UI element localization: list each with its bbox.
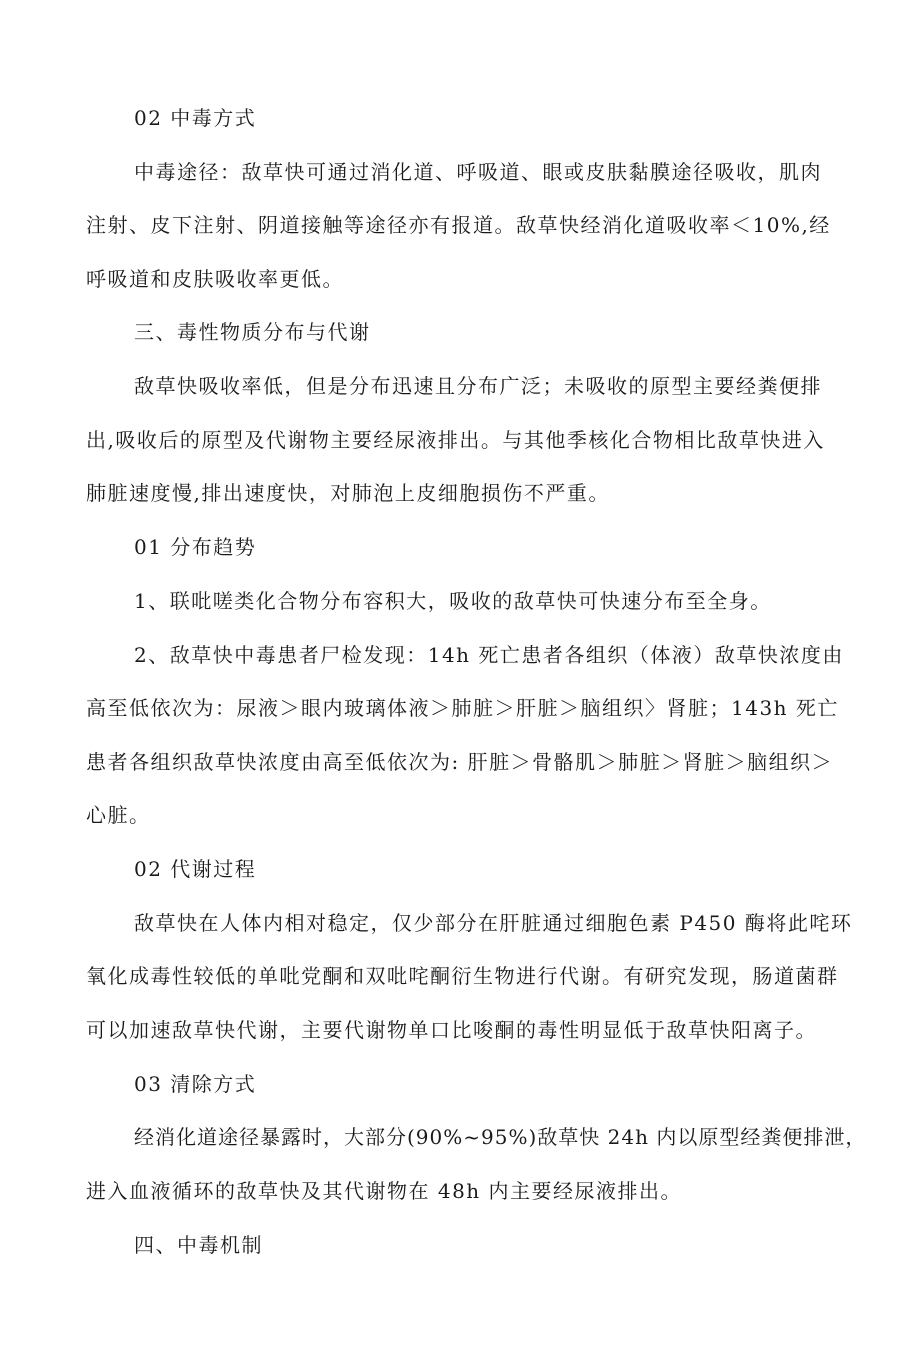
paragraph-line: 呼吸道和皮肤吸收率更低。 xyxy=(86,267,344,291)
subheading-poisoning-method: 02 中毒方式 xyxy=(134,106,257,130)
paragraph-line: 中毒途径：敌草快可通过消化道、呼吸道、眼或皮肤黏膜途径吸收，肌肉 xyxy=(134,160,822,184)
paragraph-line: 进入血液循环的敌草快及其代谢物在 48h 内主要经尿液排出。 xyxy=(86,1179,683,1203)
paragraph-line: 可以加速敌草快代谢，主要代谢物单口比唆酮的毒性明显低于敌草快阳离子。 xyxy=(86,1018,817,1042)
paragraph-line: 敌草快吸收率低，但是分布迅速且分布广泛；未吸收的原型主要经粪便排 xyxy=(134,374,822,398)
paragraph-line: 经消化道途径暴露时，大部分(90%~95%)敌草快 24h 内以原型经粪便排泄， xyxy=(134,1125,867,1149)
paragraph-line: 氧化成毒性较低的单吡党酮和双吡咤酮衍生物进行代谢。有研究发现，肠道菌群 xyxy=(86,964,839,988)
subheading-distribution-trend: 01 分布趋势 xyxy=(134,535,257,559)
subheading-clearance: 03 清除方式 xyxy=(134,1072,257,1096)
paragraph-line: 注射、皮下注射、阴道接触等途径亦有报道。敌草快经消化道吸收率＜10%,经 xyxy=(86,213,831,237)
paragraph-line: 肺脏速度慢,排出速度快，对肺泡上皮细胞损伤不严重。 xyxy=(86,481,610,505)
paragraph-line: 1、联吡嗟类化合物分布容积大，吸收的敌草快可快速分布至全身。 xyxy=(134,589,772,613)
paragraph-line: 心脏。 xyxy=(86,803,151,827)
paragraph-line: 2、敌草快中毒患者尸检发现：14h 死亡患者各组织（体液）敌草快浓度由 xyxy=(134,643,844,667)
section-heading-distribution: 三、毒性物质分布与代谢 xyxy=(134,320,371,344)
section-heading-mechanism: 四、中毒机制 xyxy=(134,1233,263,1257)
paragraph-line: 患者各组织敌草快浓度由高至低依次为: 肝脏＞骨骼肌＞肺脏＞肾脏＞脑组织＞ xyxy=(86,750,834,774)
paragraph-line: 高至低依次为：尿液＞眼内玻璃体液＞肺脏＞肝脏＞脑组织〉肾脏；143h 死亡 xyxy=(86,696,839,720)
paragraph-line: 敌草快在人体内相对稳定，仅少部分在肝脏通过细胞色素 P450 酶将此咤环 xyxy=(134,911,853,935)
paragraph-line: 出,吸收后的原型及代谢物主要经尿液排出。与其他季核化合物相比敌草快进入 xyxy=(86,428,825,452)
subheading-metabolism: 02 代谢过程 xyxy=(134,857,257,881)
